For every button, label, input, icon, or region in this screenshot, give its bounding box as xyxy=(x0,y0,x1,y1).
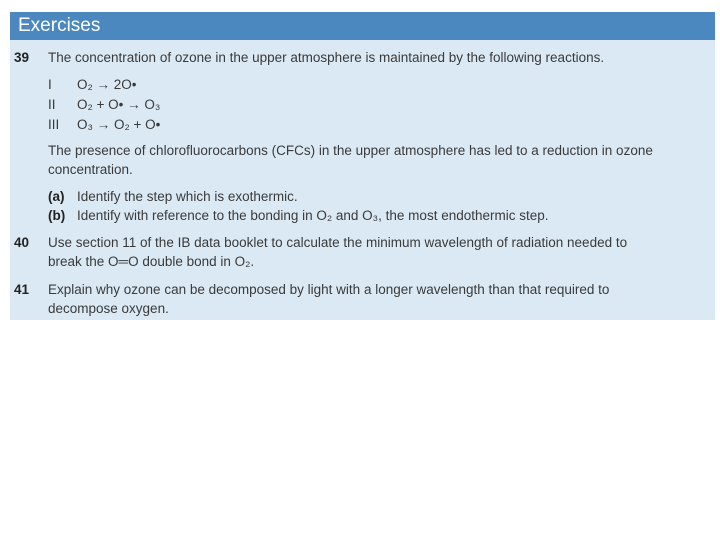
part-label: (a) xyxy=(48,189,65,204)
part-label: (b) xyxy=(48,208,66,223)
reaction-numeral: I xyxy=(48,77,52,92)
reaction-equation: O₂ → 2O• xyxy=(77,77,137,92)
question-intro: The concentration of ozone in the upper atmosphere is maintained by the following reactions. xyxy=(48,50,605,65)
question-text: break the O═O double bond in O₂. xyxy=(48,254,255,269)
paragraph-text: The presence of chlorofluorocarbons (CFCs) in the upper atmosphere has led to a reduction in ozone xyxy=(48,143,653,158)
question-text: Use section 11 of the IB data booklet to calculate the minimum wavelength of radiation needed to xyxy=(48,235,628,250)
part-text: Identify with reference to the bonding in O₂ and O₃, the most endothermic step. xyxy=(77,208,549,223)
question-number: 41 xyxy=(14,282,30,297)
paragraph-text: concentration. xyxy=(48,162,133,177)
reaction-numeral: III xyxy=(48,117,60,132)
reaction-numeral: II xyxy=(48,97,56,112)
reaction-equation: O₂ + O• → O₃ xyxy=(77,97,161,112)
question-text: Explain why ozone can be decomposed by light with a longer wavelength than that required to xyxy=(48,282,610,297)
question-text: decompose oxygen. xyxy=(48,301,169,316)
question-number: 40 xyxy=(14,235,30,250)
panel-title: Exercises xyxy=(18,15,101,36)
reaction-equation: O₃ → O₂ + O• xyxy=(77,117,161,132)
panel-header xyxy=(10,12,715,40)
exercise-panel xyxy=(10,12,715,320)
part-text: Identify the step which is exothermic. xyxy=(77,189,298,204)
question-number: 39 xyxy=(14,50,30,65)
